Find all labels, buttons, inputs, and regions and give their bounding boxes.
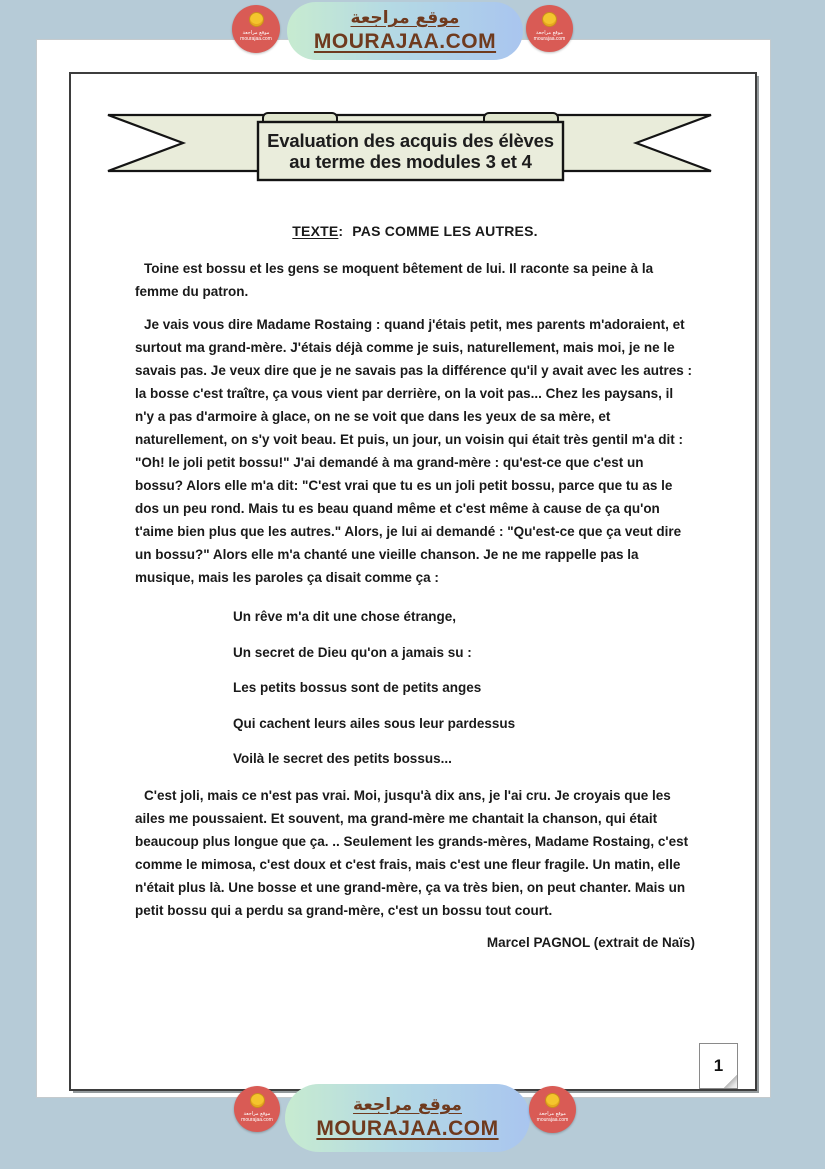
poem-line: Qui cachent leurs ailes sous leur pardessus bbox=[233, 715, 516, 731]
page-corner-fold-icon bbox=[724, 1075, 737, 1088]
site-url-link[interactable]: MOURAJAA.COM bbox=[313, 30, 497, 53]
texte-colon: : bbox=[338, 223, 344, 239]
evaluation-title-line2: au terme des modules 3 et 4 bbox=[289, 151, 532, 172]
site-title-arabic-link[interactable]: موقع مراجعة bbox=[350, 8, 460, 28]
poem-line: Voilà le secret des petits bossus... bbox=[233, 751, 452, 766]
site-logo-icon[interactable] bbox=[234, 1086, 280, 1132]
logo-domain-text: mourajaa.com bbox=[241, 1117, 273, 1123]
texte-label: TEXTE bbox=[292, 223, 339, 239]
logo-arabic-text: موقع مراجعة bbox=[242, 30, 270, 36]
logo-domain-text: mourajaa.com bbox=[536, 1117, 569, 1123]
poem-block bbox=[233, 605, 695, 770]
logo-book-icon bbox=[542, 12, 557, 27]
site-logo-icon[interactable] bbox=[529, 1086, 576, 1133]
site-logo-icon[interactable] bbox=[526, 5, 573, 52]
main-paragraph: Je vais vous dire Madame Rostaing : quand j'étais petit, mes parents m'adoraient, et surtout ma grand-mère. J'étais déjà comme je suis, naturellement, mais moi, je ne le savais pas. Je veux dire que je ne savais pas la différence qu'il y avait avec les autres : la bosse c'est traître, ça vous vient par derrière, on la voit pas... Chez les paysans, il n'y a pas d'armoire à glace, on ne se voit que dans les yeux de sa mère, et naturellement, on s'y voit beau. Et puis, un jour, un voisin qui était très gentil m'a dit : "Oh! le joli petit bossu!" J'ai demandé à ma grand-mère : qu'est-ce que c'est un bossu? Alors elle m'a dit: "C'est vrai que tu es un joli petit bossu, parce que tu as le dos un peu rond. Mais tu es beau quand même et c'est même à cause de ça qu'on t'aime bien plus que les autres." Alors, je lui ai demandé : "Qu'est-ce que ça veut dire un bossu?" Alors elle m'a chanté une vieille chanson. Je ne me rappelle pas la musique, mais les paroles ça disait comme ça : bbox=[135, 317, 693, 585]
logo-book-icon bbox=[250, 1093, 265, 1108]
header-banner[interactable] bbox=[287, 2, 523, 60]
logo-arabic-text: موقع مراجعة bbox=[539, 1111, 566, 1117]
text-body bbox=[135, 40, 695, 954]
text-heading bbox=[135, 220, 695, 243]
footer-banner[interactable] bbox=[285, 1084, 530, 1152]
closing-paragraph: C'est joli, mais ce n'est pas vrai. Moi, jusqu'à dix ans, je l'ai cru. Je croyais que les ailes me poussaient. Et souvent, ma grand-mère me chantait la chanson, qui était beaucoup plus longue que ça. .. Seulement les grands-mères, Madame Rostaing, c'est comme le mimosa, c'est doux et c'est frais, mais c'est une fleur fragile. Un matin, elle n'était plus là. Une bosse et une grand-mère, ça va très bien, on peut chanter. Mais un petit bossu qui a perdu sa grand-mère, c'est un bossu tout court. bbox=[135, 788, 689, 918]
evaluation-title-line1: Evaluation des acquis des élèves bbox=[267, 129, 554, 151]
poem-line: Un secret de Dieu qu'on a jamais su : bbox=[233, 644, 472, 660]
texte-title: PAS COMME LES AUTRES. bbox=[352, 223, 538, 239]
intro-paragraph: Toine est bossu et les gens se moquent bêtement de lui. Il raconte sa peine à la femme du patron. bbox=[135, 261, 654, 299]
page-number-box bbox=[699, 1043, 738, 1089]
poem-line: Un rêve m'a dit une chose étrange, bbox=[233, 609, 457, 624]
logo-book-icon bbox=[249, 12, 264, 27]
logo-domain-text: mourajaa.com bbox=[533, 36, 566, 42]
poem-line: Les petits bossus sont de petits anges bbox=[233, 680, 482, 695]
logo-arabic-text: موقع مراجعة bbox=[243, 1111, 271, 1117]
page-number: 1 bbox=[713, 1056, 724, 1075]
site-title-arabic-link[interactable]: موقع مراجعة bbox=[353, 1095, 462, 1115]
site-logo-icon[interactable] bbox=[232, 5, 280, 53]
document-page bbox=[37, 40, 770, 1097]
logo-book-icon bbox=[545, 1093, 560, 1108]
author-credit: Marcel PAGNOL (extrait de Naïs) bbox=[486, 935, 695, 950]
logo-domain-text: mourajaa.com bbox=[240, 36, 272, 42]
logo-arabic-text: موقع مراجعة bbox=[536, 30, 563, 36]
site-url-link[interactable]: MOURAJAA.COM bbox=[316, 1117, 499, 1140]
